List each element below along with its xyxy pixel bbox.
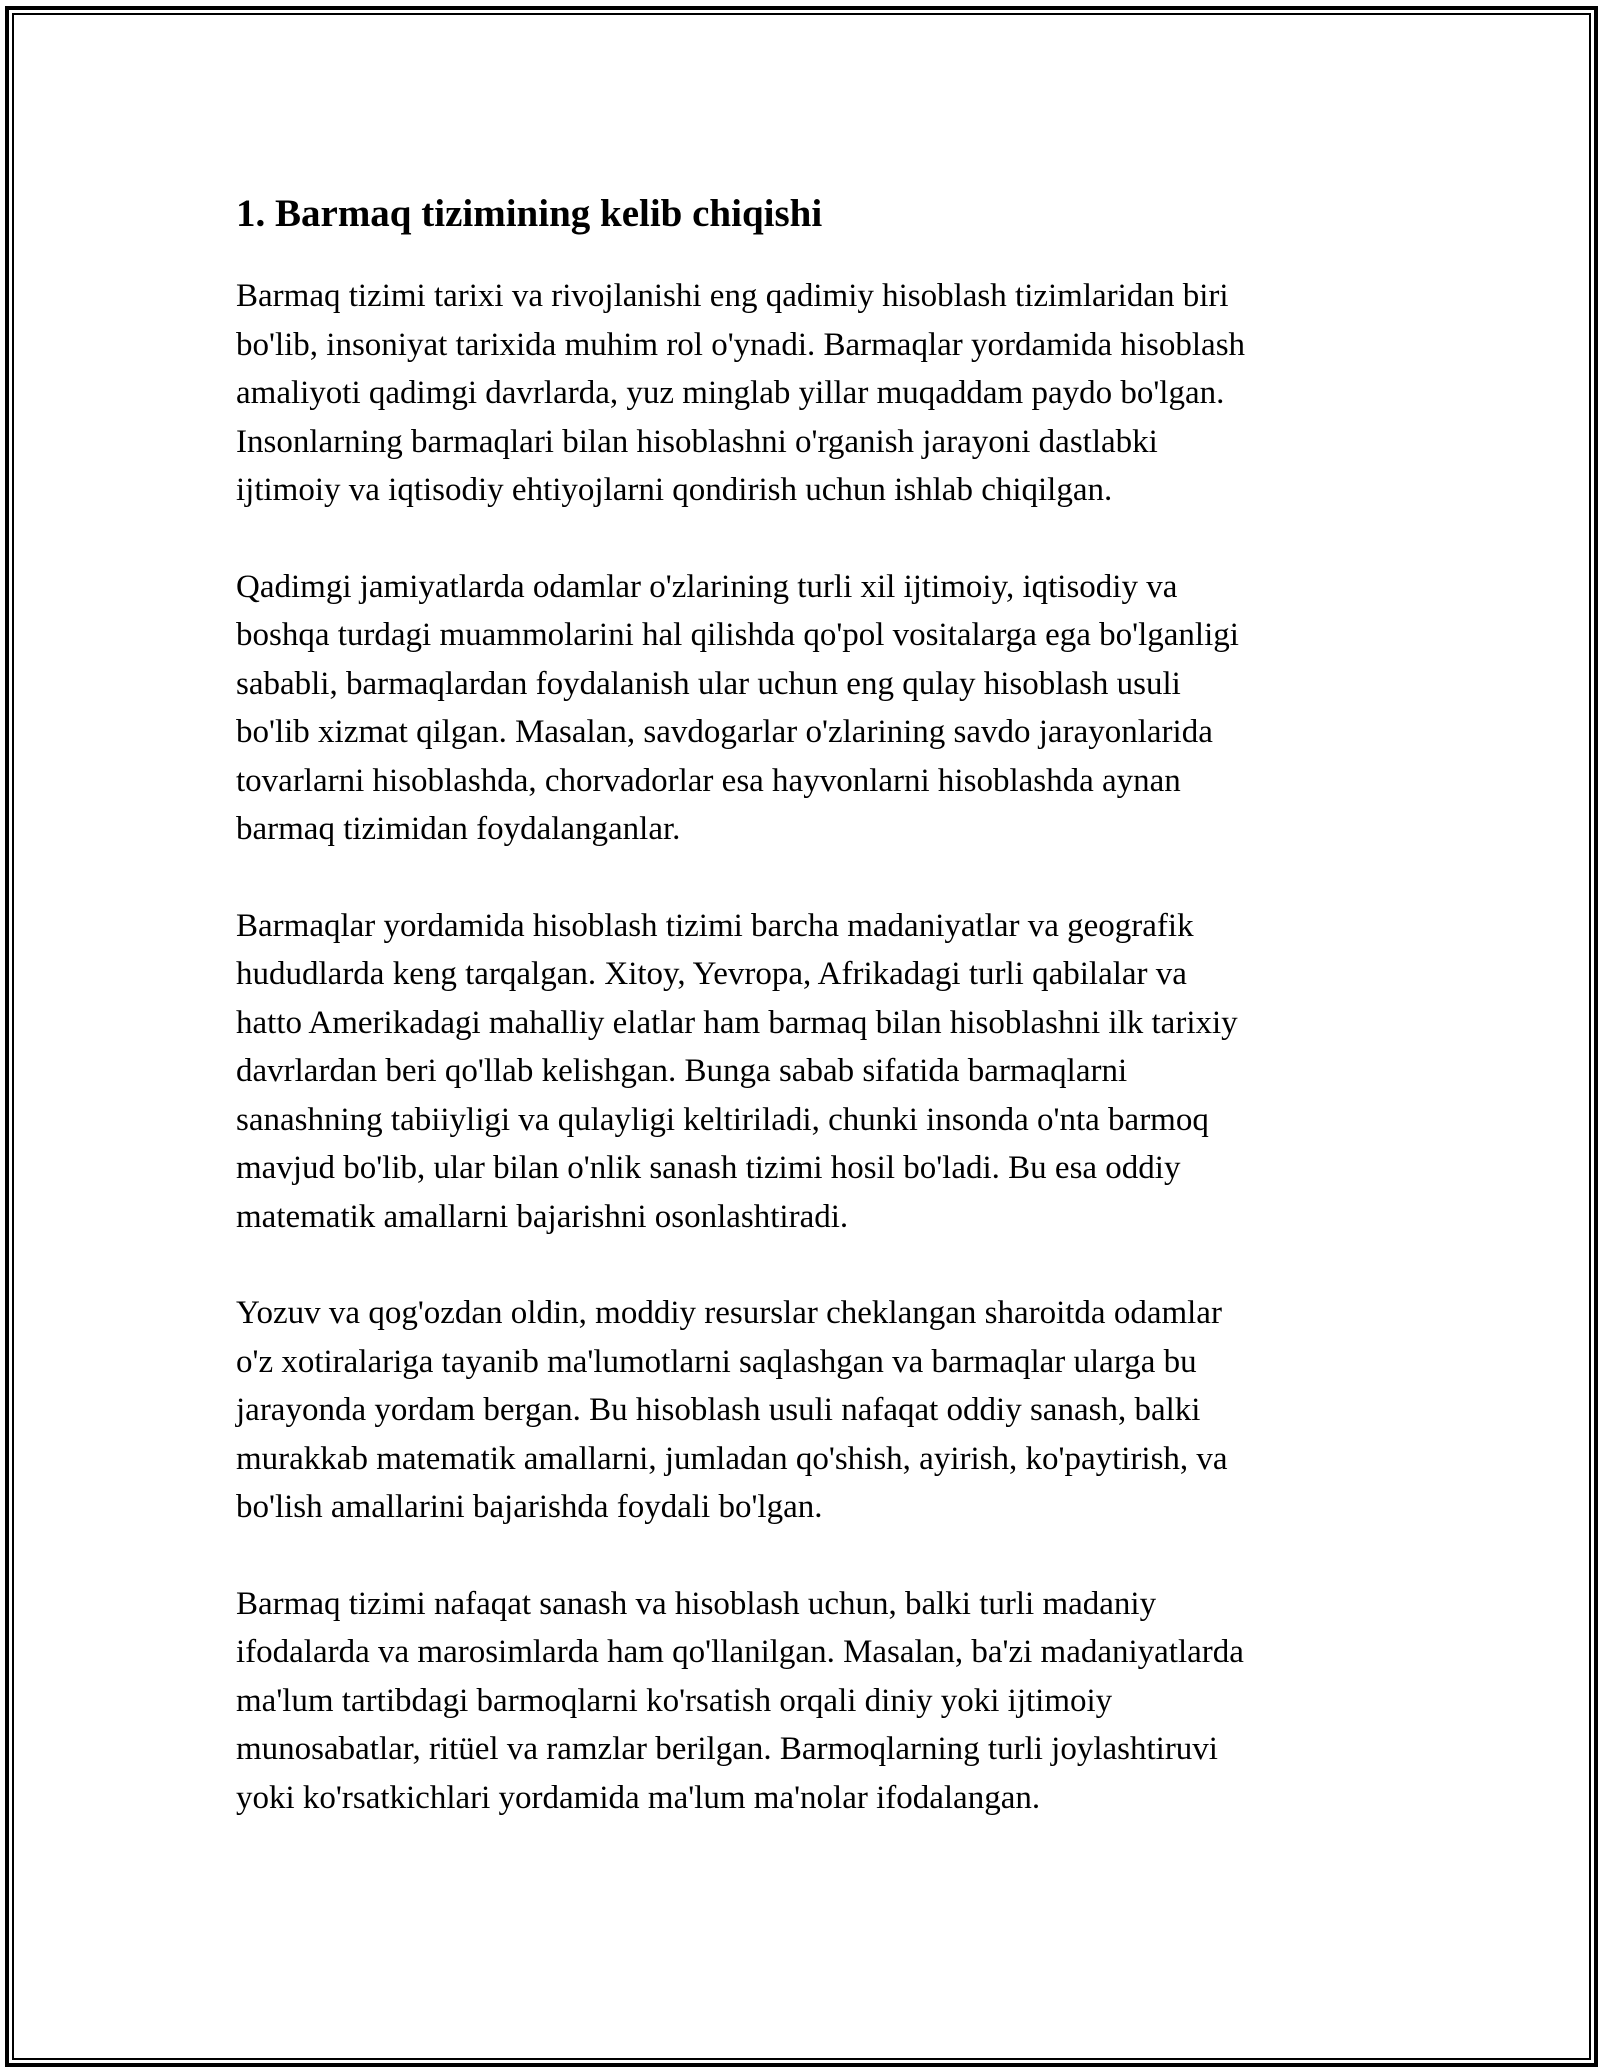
paragraph-3: Barmaqlar yordamida hisoblash tizimi barcha madaniyatlar va geografik hududlarda keng tarqalgan. Xitoy, Yevropa, Afrikadagi turli qabilalar va hatto Amerikadagi mahalliy elatlar ham barmaq bilan hisoblashni ilk tarixiy davrlardan beri qo'llab kelishgan. Bunga sabab sifatida barmaqlarni sanashning tabiiyligi va qulayligi keltiriladi, chunki insonda o'nta barmoq mavjud bo'lib, ular bilan o'nlik sanash tizimi hosil bo'ladi. Bu esa oddiy matematik amallarni bajarishni osonlashtiradi. bbox=[236, 907, 1238, 1235]
paragraph-1: Barmaq tizimi tarixi va rivojlanishi eng qadimiy hisoblash tizimlaridan biri bo'lib, insoniyat tarixida muhim rol o'ynadi. Barmaqlar yordamida hisoblash amaliyoti qadimgi davrlarda, yuz minglab yillar muqaddam paydo bo'lgan. Insonlarning barmaqlari bilan hisoblashni o'rganish jarayoni dastlabki ijtimoiy va iqtisodiy ehtiyojlarni qondirish uchun ishlab chiqilgan. bbox=[236, 278, 1246, 508]
paragraph-4: Yozuv va qog'ozdan oldin, moddiy resurslar cheklangan sharoitda odamlar o'z xotiralariga tayanib ma'lumotlarni saqlashgan va barmaqlar ularga bu jarayonda yordam bergan. Bu hisoblash usuli nafaqat oddiy sanash, balki murakkab matematik amallarni, jumladan qo'shish, ayirish, ko'paytirish, va bo'lish amallarini bajarishda foydali bo'lgan. bbox=[236, 1295, 1228, 1525]
section-heading: 1. Barmaq tizimining kelib chiqishi bbox=[236, 192, 823, 235]
document-body bbox=[236, 188, 1386, 1870]
paragraph-5: Barmaq tizimi nafaqat sanash va hisoblash uchun, balki turli madaniy ifodalarda va marosimlarda ham qo'llanilgan. Masalan, ba'zi madaniyatlarda ma'lum tartibdagi barmoqlarni ko'rsatish orqali diniy yoki ijtimoiy munosabatlar, ritüel va ramzlar berilgan. Barmoqlarning turli joylashtiruvi yoki ko'rsatkichlari yordamida ma'lum ma'nolar ifodalangan. bbox=[236, 1585, 1244, 1816]
paragraph-2: Qadimgi jamiyatlarda odamlar o'zlarining turli xil ijtimoiy, iqtisodiy va boshqa turdagi muammolarini hal qilishda qo'pol vositalarga ega bo'lganligi sababli, barmaqlardan foydalanish ular uchun eng qulay hisoblash usuli bo'lib xizmat qilgan. Masalan, savdogarlar o'zlarining savdo jarayonlarida tovarlarni hisoblashda, chorvadorlar esa hayvonlarni hisoblashda aynan barmaq tizimidan foydalanganlar. bbox=[236, 568, 1239, 847]
